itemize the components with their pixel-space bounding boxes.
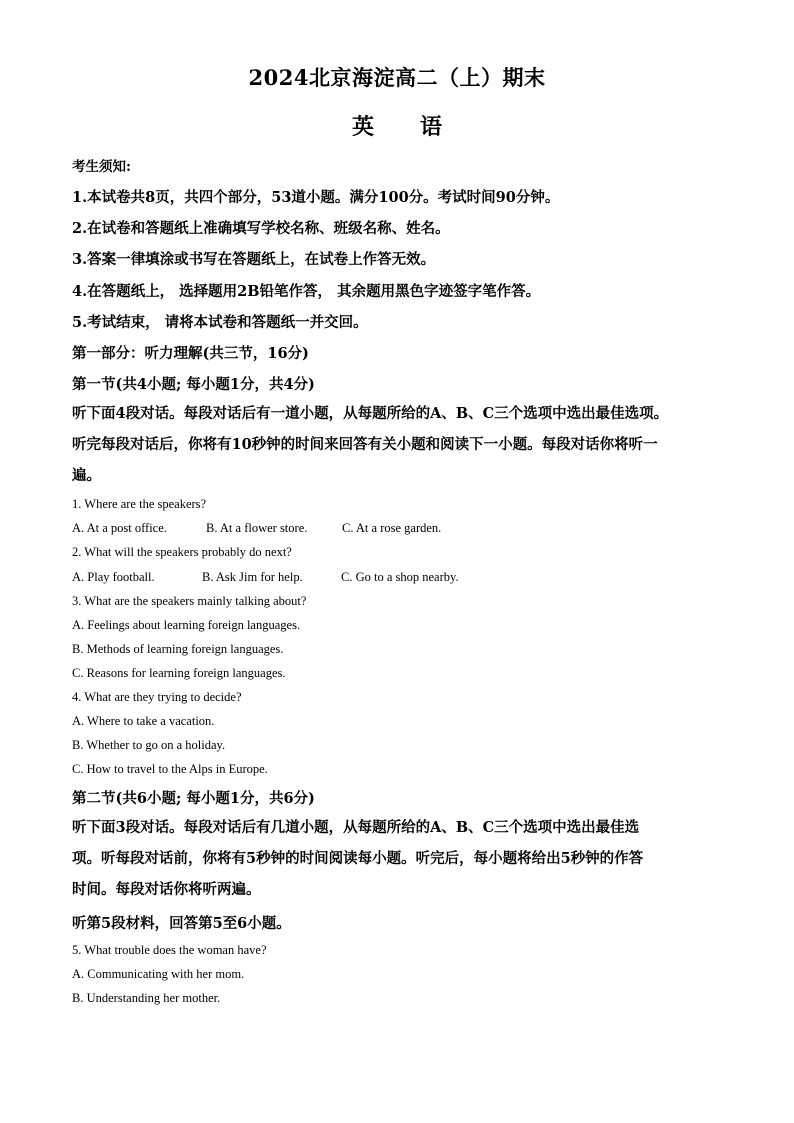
notice-item-4: 4.在答题纸上， 选择题用2B铅笔作答， 其余题用黑色字迹签字笔作答。 xyxy=(72,283,541,300)
option-c: C. How to travel to the Alps in Europe. xyxy=(72,762,268,776)
option-a: A. At a post office. xyxy=(72,521,167,535)
question-4: 4. What are they trying to decide? xyxy=(72,690,242,704)
option-b: B. Methods of learning foreign languages. xyxy=(72,642,284,656)
section2-heading: 第二节(共6小题; 每小题1分，共6分) xyxy=(72,790,315,807)
option-b: B. Understanding her mother. xyxy=(72,991,221,1005)
option-b: B. Ask Jim for help. xyxy=(202,570,303,584)
instruction-line: 项。听每段对话前，你将有5秒钟的时间阅读每小题。听完后，每小题将给出5秒钟的作答 xyxy=(72,850,644,867)
instruction-line: 听下面4段对话。每段对话后有一道小题，从每题所给的A、B、C三个选项中选出最佳选项。 xyxy=(72,405,669,422)
question-2: 2. What will the speakers probably do next? xyxy=(72,545,292,559)
option-a: A. Communicating with her mom. xyxy=(72,967,245,981)
notice-item-1: 1.本试卷共8页，共四个部分，53道小题。满分100分。考试时间90分钟。 xyxy=(72,189,560,206)
notice-item-5: 5.考试结束， 请将本试卷和答题纸一并交回。 xyxy=(72,314,368,331)
part1-heading: 第一部分：听力理解(共三节，16分) xyxy=(72,345,309,362)
notice-item-3: 3.答案一律填涂或书写在答题纸上，在试卷上作答无效。 xyxy=(72,251,436,268)
option-c: C. Reasons for learning foreign languages. xyxy=(72,666,286,680)
option-a: A. Feelings about learning foreign languages. xyxy=(72,618,301,632)
option-c: C. At a rose garden. xyxy=(342,521,442,535)
notice-heading: 考生须知: xyxy=(72,159,131,175)
option-b: B. At a flower store. xyxy=(206,521,308,535)
notice-item-2: 2.在试卷和答题纸上准确填写学校名称、班级名称、姓名。 xyxy=(72,220,450,237)
section1-heading: 第一节(共4小题; 每小题1分，共4分) xyxy=(72,376,315,393)
question-1: 1. Where are the speakers? xyxy=(72,497,207,511)
option-a: A. Where to take a vacation. xyxy=(72,714,215,728)
option-b: B. Whether to go on a holiday. xyxy=(72,738,226,752)
question-3: 3. What are the speakers mainly talking about? xyxy=(72,594,307,608)
option-a: A. Play football. xyxy=(72,570,155,584)
exam-title: 2024北京海淀高二（上）期末 xyxy=(248,65,546,90)
subject-char-2: 语 xyxy=(420,114,443,140)
instruction-line: 遍。 xyxy=(72,467,101,484)
subject-char-1: 英 xyxy=(351,114,374,140)
option-c: C. Go to a shop nearby. xyxy=(341,570,459,584)
subject-title xyxy=(0,110,794,141)
section1-instructions xyxy=(72,398,732,491)
instruction-line: 听完每段对话后，你将有10秒钟的时间来回答有关小题和阅读下一小题。每段对话你将听一 xyxy=(72,436,658,453)
section2-subheading: 听第5段材料，回答第5至6小题。 xyxy=(72,915,291,932)
instruction-line: 时间。每段对话你将听两遍。 xyxy=(72,881,261,898)
instruction-line: 听下面3段对话。每段对话后有几道小题，从每题所给的A、B、C三个选项中选出最佳选 xyxy=(72,819,640,836)
section2-instructions xyxy=(72,812,732,905)
question-5: 5. What trouble does the woman have? xyxy=(72,943,267,957)
